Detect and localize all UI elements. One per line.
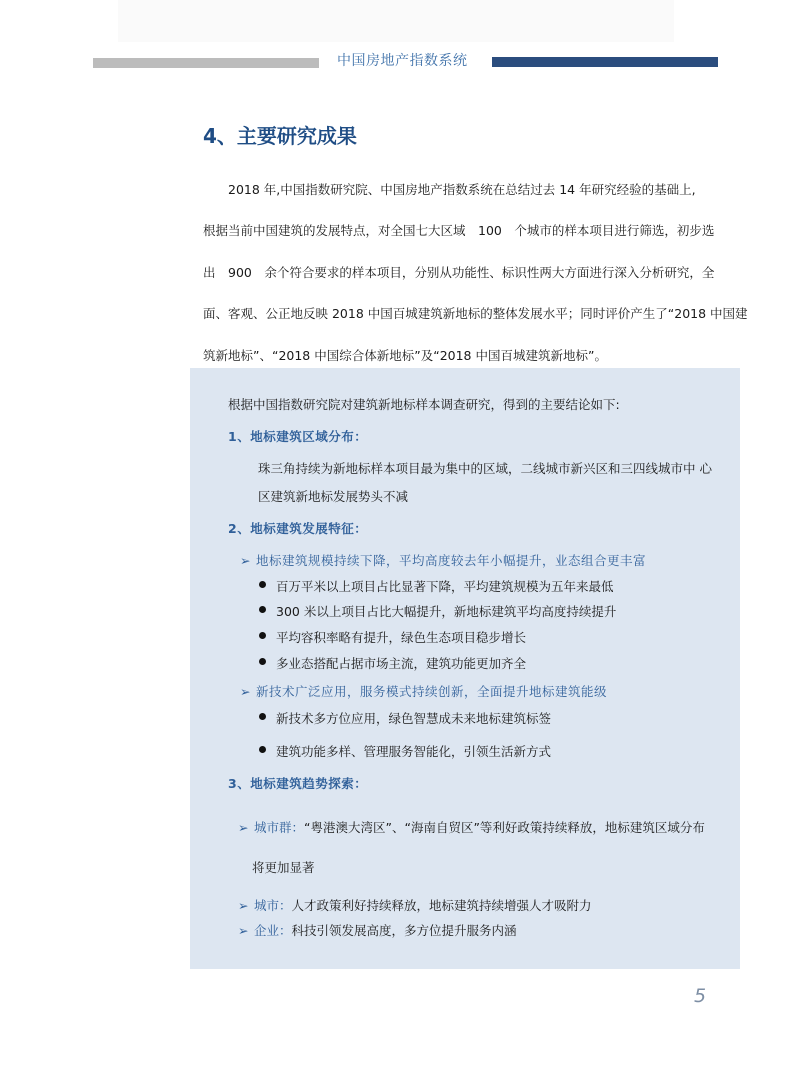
intro-line-5: 筑新地标”、“2018 中国综合体新地标”及“2018 中国百城建筑新地标”。: [203, 348, 607, 363]
summary-heading-2: 2、地标建筑发展特征：: [228, 521, 368, 536]
intro-line-4: 面、客观、公正地反映 2018 中国百城建筑新地标的整体发展水平；同时评价产生了“2018 中国建: [203, 306, 748, 321]
summary-sub-1-label: 地标建筑规模持续下降，平均高度较去年小幅提升，业态组合更丰富: [256, 553, 647, 568]
header-bar-right: [492, 57, 718, 67]
summary-heading-3: 3、地标建筑趋势探索：: [228, 776, 368, 791]
intro-line-3: 出 900 余个符合要求的样本项目，分别从功能性、标识性两大方面进行深入分析研究，全: [203, 265, 715, 280]
summary-sub-2: [240, 682, 607, 700]
bullet-icon: [259, 713, 266, 720]
page-number: 5: [694, 985, 707, 1007]
summary-sub2-bullet-2: 建筑功能多样、管理服务智能化，引领生活新方式: [276, 744, 552, 759]
trend-item-2-text: 人才政策利好持续释放，地标建筑持续增强人才吸附力: [291, 898, 592, 913]
summary-sub2-bullet-1: 新技术多方位应用，绿色智慧成未来地标建筑标签: [276, 711, 552, 726]
bullet-icon: [259, 581, 266, 588]
trend-item-2: [238, 896, 592, 914]
trend-item-2-key: 城市：: [254, 898, 292, 913]
trend-item-3-key: 企业：: [254, 923, 292, 938]
bullet-icon: [259, 606, 266, 613]
arrow-icon: ➢: [238, 820, 249, 835]
arrow-icon: ➢: [238, 923, 249, 938]
arrow-icon: ➢: [240, 553, 251, 568]
trend-item-3: [238, 921, 517, 939]
arrow-icon: ➢: [238, 898, 249, 913]
summary-sub1-bullet-2: 300 米以上项目占比大幅提升，新地标建筑平均高度持续提升: [276, 604, 617, 619]
bullet-icon: [259, 746, 266, 753]
intro-line-2: 根据当前中国建筑的发展特点，对全国七大区域 100 个城市的样本项目进行筛选，初步选: [203, 223, 715, 238]
trend-item-1: [238, 818, 705, 836]
header-title: 中国房地产指数系统: [337, 53, 468, 69]
trend-item-1-cont: 将更加显著: [252, 860, 315, 875]
summary-heading-1: 1、地标建筑区域分布：: [228, 429, 368, 444]
trend-item-1-text: “粤港澳大湾区”、“海南自贸区”等利好政策持续释放，地标建筑区域分布: [304, 820, 705, 835]
summary-p1-line-1: 珠三角持续为新地标样本项目最为集中的区域，二线城市新兴区和三四线城市中 心: [258, 461, 712, 476]
summary-sub-1: [240, 551, 646, 569]
summary-sub1-bullet-1: 百万平米以上项目占比显著下降，平均建筑规模为五年来最低: [276, 579, 614, 594]
trend-item-3-text: 科技引领发展高度，多方位提升服务内涵: [291, 923, 517, 938]
header-bar-left: [93, 58, 319, 68]
bullet-icon: [259, 658, 266, 665]
summary-sub1-bullet-3: 平均容积率略有提升，绿色生态项目稳步增长: [276, 630, 527, 645]
intro-line-1: 2018 年,中国指数研究院、中国房地产指数系统在总结过去 14 年研究经验的基础上,: [228, 182, 696, 197]
summary-sub-2-label: 新技术广泛应用，服务模式持续创新，全面提升地标建筑能级: [256, 684, 608, 699]
summary-p1-line-2: 区建筑新地标发展势头不减: [258, 489, 409, 504]
summary-sub1-bullet-4: 多业态搭配占据市场主流，建筑功能更加齐全: [276, 656, 527, 671]
summary-intro: 根据中国指数研究院对建筑新地标样本调查研究，得到的主要结论如下:: [228, 397, 620, 412]
header-fade: [118, 0, 674, 42]
section-heading: 4、主要研究成果: [203, 124, 357, 148]
summary-box: [190, 368, 740, 969]
trend-item-1-key: 城市群：: [254, 820, 305, 835]
arrow-icon: ➢: [240, 684, 251, 699]
bullet-icon: [259, 632, 266, 639]
